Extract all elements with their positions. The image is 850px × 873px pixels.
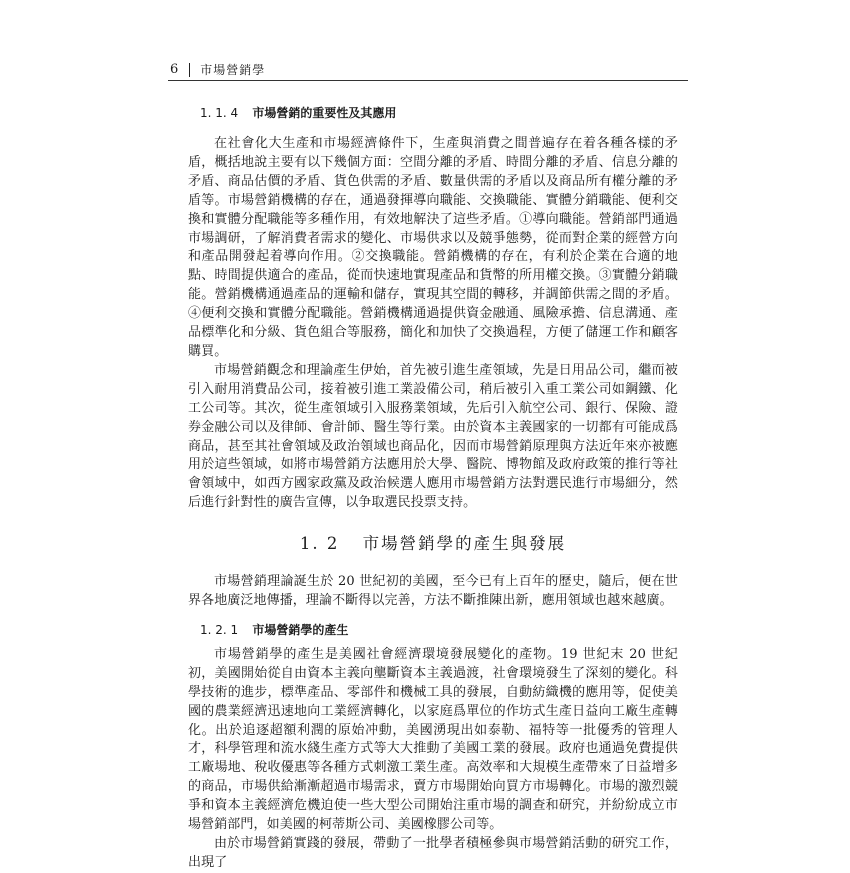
section-title: 市場營銷學的產生 (252, 622, 349, 637)
paragraph: 市場營銷理論誕生於 20 世紀初的美國，至今已有上百年的歷史，隨后，便在世界各地廣泛地傳播，理論不斷得以完善，方法不斷推陳出新，應用領域也越來越廣。 (188, 574, 678, 609)
section-1-2-1-heading (200, 621, 678, 638)
paragraph: 市場營銷觀念和理論產生伊始，首先被引進生產領域，先是日用品公司，繼而被引入耐用消費品公司，接着被引進工業設備公司，稍后被引入重工業公司如鋼鐵、化工公司等。其次，從生產領域引入服務業領域，先后引入航空公司、銀行、保險、證券金融公司以及律師、會計師、醫生等行業。由於資本主義國家的一切都有可能成爲商品，甚至其社會領域及政治領域也商品化，因而市場營銷原理與方法近年來亦被應用於這些領域，如將市場營銷方法應用於大學、醫院、博物館及政府政策的推行等社會領域中，如西方國家政黨及政治候選人應用市場營銷方法對選民進行市場細分，然后進行針對性的廣告宣傳，以争取選民投票支持。 (188, 362, 678, 511)
page-number: 6 (170, 62, 180, 77)
section-1-2-heading (188, 529, 678, 559)
paragraph: 在社會化大生產和市場經濟條件下，生產與消費之間普遍存在着各種各樣的矛盾，概括地說主要有以下幾個方面：空間分離的矛盾、時間分離的矛盾、信息分離的矛盾、商品估價的矛盾、貨色供需的矛盾、數量供需的矛盾以及商品所有權分離的矛盾等。市場營銷機構的存在，通過發揮導向職能、交換職能、實體分銷職能、便利交換和實體分配職能等多種作用，有效地解決了這些矛盾。①導向職能。營銷部門通過市場調研，了解消費者需求的變化、市場供求以及競爭態勢，從而對企業的經營方向和產品開發起着導向作用。②交換職能。營銷機構的存在，有利於企業在合適的地點、時間提供適合的產品，從而快速地實現產品和貨幣的所用權交換。③實體分銷職能。營銷機構通過產品的運輸和儲存，實現其空間的轉移，并調節供需之間的矛盾。④便利交換和實體分配職能。營銷機構通過提供資金融通、風險承擔、信息溝通、產品標準化和分級、貨色組合等服務，簡化和加快了交換過程，方便了儲運工作和顧客購買。 (188, 136, 678, 359)
running-head (170, 61, 265, 78)
header-separator (189, 63, 190, 77)
section-1-1-4-heading (200, 104, 678, 121)
main-content (188, 104, 678, 873)
paragraph: 由於市場營銷實踐的發展，帶動了一批學者積極參與市場營銷活動的研究工作，出現了 (188, 836, 678, 870)
section-number: 1. 1. 4 (200, 106, 239, 120)
section-number: 1. 2 (299, 534, 340, 554)
paragraph: 市場營銷學的產生是美國社會經濟環境發展變化的產物。19 世紀末 20 世紀初，美國開始從自由資本主義向壟斷資本主義過渡，社會環境發生了深刻的變化。科學技術的進步，標準產品、零部件和機械工具的發展，自動紡織機的應用等，促使美國的農業經濟迅速地向工業經濟轉化，以家庭爲單位的作坊式生產日益向工廠生產轉化。出於追逐超額利潤的原始冲動，美國湧現出如泰勒、福特等一批優秀的管理人才，科學管理和流水綫生產方式等大大推動了美國工業的發展。政府也通過免費提供工廠場地、稅收優惠等各種方式刺激工業生產。高效率和大規模生產帶來了日益增多的商品，市場供給漸漸超過市場需求，賣方市場開始向買方市場轉化。市場的激烈競爭和資本主義經濟危機迫使一些大型公司開始注重市場的調查和研究，并紛紛成立市場營銷部門，如美國的柯蒂斯公司、美國橡膠公司等。 (188, 646, 678, 833)
book-title: 市場營銷學 (200, 63, 266, 77)
section-title: 市場營銷的重要性及其應用 (252, 106, 397, 120)
section-title: 市場營銷學的產生與發展 (362, 534, 567, 554)
header-rule (168, 80, 688, 81)
section-number: 1. 2. 1 (200, 622, 239, 637)
